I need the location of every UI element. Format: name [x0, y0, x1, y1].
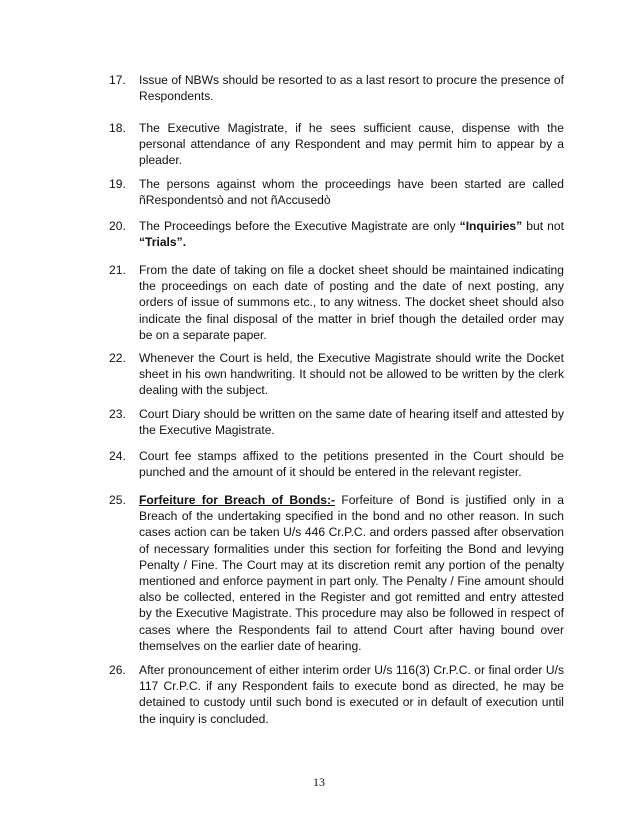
- item-text-part: but not: [522, 219, 564, 233]
- item-number: 25.: [109, 493, 126, 507]
- list-item-26: [109, 662, 564, 727]
- list-item-20: [109, 218, 564, 250]
- list-item-18: [109, 120, 564, 169]
- item-number: 21.: [109, 263, 126, 277]
- item-text: [139, 218, 564, 250]
- item-text: Whenever the Court is held, the Executive Magistrate should write the Docket sheet in his own handwriting. It should not be allowed to be written by the clerk dealing with the subject.: [139, 351, 564, 398]
- page-number: 13: [313, 775, 325, 789]
- item-text: The persons against whom the proceedings have been started are called ñRespondentsò and not ñAccusedò: [139, 177, 564, 208]
- item-number: 23.: [109, 407, 126, 421]
- item-text: Issue of NBWs should be resorted to as a last resort to procure the presence of Respondents.: [139, 73, 564, 104]
- item-number: 18.: [109, 121, 126, 135]
- item-text: Court fee stamps affixed to the petitions presented in the Court should be punched and the amount of it should be entered in the relevant register.: [139, 449, 564, 480]
- list-item-23: [109, 406, 564, 438]
- list-item-21: [109, 262, 564, 343]
- bold-term-trials: “Trials”.: [139, 235, 187, 250]
- item-text-part: The Proceedings before the Executive Magistrate are only: [139, 219, 460, 233]
- item-number: 19.: [109, 177, 126, 191]
- item-number: 20.: [109, 219, 126, 233]
- item-number: 22.: [109, 351, 126, 365]
- item-text: The Executive Magistrate, if he sees sufficient cause, dispense with the personal attendance of any Respondent and may permit him to appear by a pleader.: [139, 121, 564, 168]
- bold-term-inquiries: “Inquiries”: [459, 219, 523, 233]
- item-text: After pronouncement of either interim order U/s 116(3) Cr.P.C. or final order U/s 117 Cr.P.C. if any Respondent fails to execute bond as directed, he may be detained to custody until such bond is executed or in default of execution until the inquiry is concluded.: [139, 663, 564, 726]
- item-number: 24.: [109, 449, 126, 463]
- list-item-24: [109, 448, 564, 480]
- list-item-22: [109, 350, 564, 399]
- item-number: 26.: [109, 663, 126, 677]
- item-text: [139, 492, 564, 654]
- item-text: Court Diary should be written on the same date of hearing itself and attested by the Executive Magistrate.: [139, 407, 564, 438]
- item-number: 17.: [109, 73, 126, 87]
- list-item-25: [109, 492, 564, 654]
- section-heading: Forfeiture for Breach of Bonds:-: [139, 493, 336, 507]
- list-item-19: [109, 176, 564, 208]
- item-text-part: Forfeiture of Bond is justified only in a Breach of the undertaking specified in the bond and no other reason. In such cases action can be taken U/s 446 Cr.P.C. and orders passed after observation of necessary formalities under this section for forfeiting the Bond and levying Penalty / Fine. The Court may at its discretion remit any portion of the penalty mentioned and enforce payment in part only. The Penalty / Fine amount should also be collected, entered in the Register and got remitted and entry attested by the Executive Magistrate. This procedure may also be followed in respect of cases where the Respondents fail to attend Court after having bound over themselves on the earlier date of hearing.: [139, 493, 564, 653]
- list-item-17: [109, 72, 564, 104]
- item-text: From the date of taking on file a docket sheet should be maintained indicating the proceedings on each date of posting and the date of next posting, any orders of issue of summons etc., to any witness. The docket sheet should also indicate the final disposal of the matter in brief though the detailed order may be on a separate paper.: [139, 263, 564, 342]
